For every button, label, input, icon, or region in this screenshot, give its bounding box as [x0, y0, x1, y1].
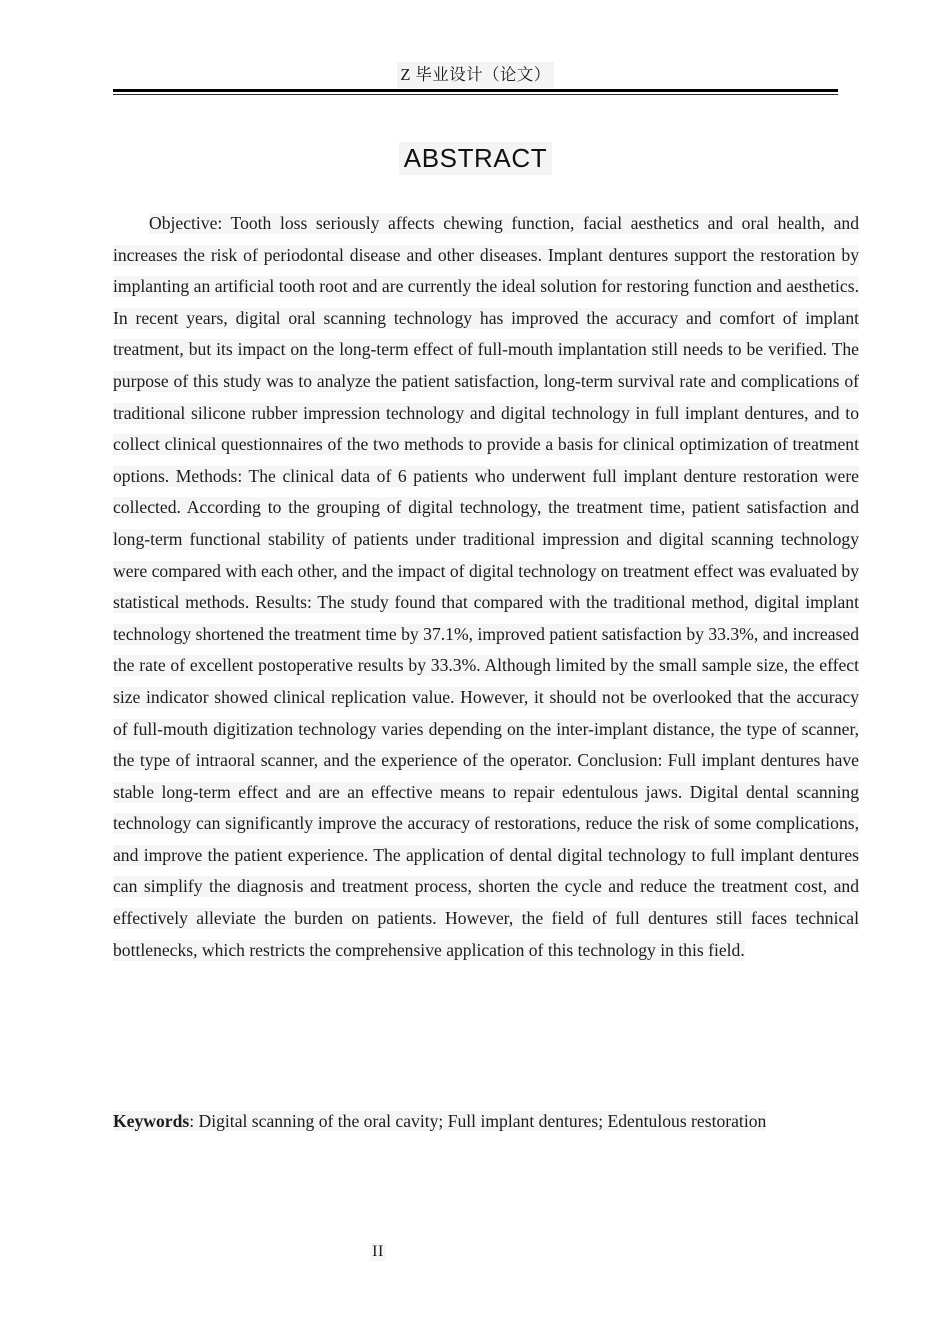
header-rule-thin	[113, 94, 838, 95]
page-number: II	[372, 1243, 384, 1260]
keywords-label: Keywords	[113, 1111, 190, 1131]
keywords-separator: :	[189, 1111, 199, 1131]
page-title-block	[113, 142, 838, 175]
abstract-body	[113, 208, 859, 966]
page-footer	[113, 1243, 643, 1261]
keywords-highlight	[113, 1111, 766, 1131]
page-header	[113, 62, 838, 88]
keywords-text: Digital scanning of the oral cavity; Full implant dentures; Edentulous restoration	[198, 1111, 767, 1131]
keywords-line	[113, 1106, 859, 1138]
abstract-paragraph-text: Objective: Tooth loss seriously affects chewing function, facial aesthetics and oral health, and increases the risk of periodontal disease and other diseases. Implant dentures support the restoration by implanting an artificial tooth root and are currently the ideal solution for restoring function and aesthetics. In recent years, digital oral scanning technology has improved the accuracy and comfort of implant treatment, but its impact on the long-term effect of full-mouth implantation still needs to be verified. The purpose of this study was to analyze the patient satisfaction, long-term survival rate and complications of traditional silicone rubber impression technology and digital technology in full implant dentures, and to collect clinical questionnaires of the two methods to provide a basis for clinical optimization of treatment options. Methods: The clinical data of 6 patients who underwent full implant denture restoration were collected. According to the grouping of digital technology, the treatment time, patient satisfaction and long-term functional stability of patients under traditional impression and digital scanning technology were compared with each other, and the impact of digital technology on treatment effect was evaluated by statistical methods. Results: The study found that compared with the traditional method, digital implant technology shortened the treatment time by 37.1%, improved patient satisfaction by 33.3%, and increased the rate of excellent postoperative results by 33.3%. Although limited by the small sample size, the effect size indicator showed clinical replication value. However, it should not be overlooked that the accuracy of full-mouth digitization technology varies depending on the inter-implant distance, the type of scanner, the type of intraoral scanner, and the experience of the operator. Conclusion: Full implant dentures have stable long-term effect and are an effective means to repair edentulous jaws. Digital dental scanning technology can significantly improve the accuracy of restorations, reduce the risk of some complications, and improve the patient experience. The application of dental digital technology to full implant dentures can simplify the diagnosis and treatment process, shorten the cycle and reduce the treatment cost, and effectively alleviate the burden on patients. However, the field of full dentures still faces technical bottlenecks, which restricts the comprehensive application of this technology in this field.	[113, 213, 859, 960]
abstract-paragraph	[113, 208, 859, 966]
page-title: ABSTRACT	[399, 142, 552, 175]
header-rule-thick	[113, 89, 838, 92]
keywords-block	[113, 1106, 859, 1138]
running-title: Z 毕业设计（论文）	[397, 62, 553, 88]
